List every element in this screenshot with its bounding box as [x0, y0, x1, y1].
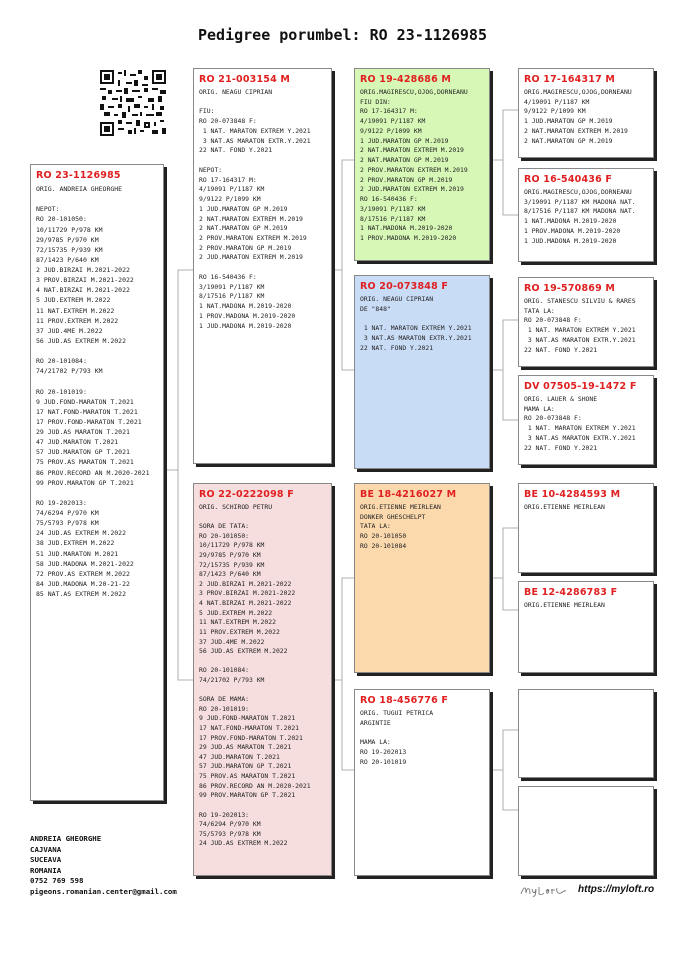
great-grandparent-card-8 — [518, 786, 654, 876]
great-grandparent-card-4 — [518, 375, 654, 465]
website-link[interactable]: https://myloft.ro — [578, 884, 655, 895]
great-grandparent-ring-4: DV 07505-19-1472 F — [524, 381, 637, 392]
great-grandparent-ring-5: BE 10-4284593 M — [524, 489, 621, 500]
signature-icon — [520, 884, 568, 898]
maternal-grandfather-card — [354, 483, 490, 673]
great-grandparent-card-1 — [518, 68, 654, 158]
maternal-grandfather-details: ORIG.ETIENNE MEIRLEAN DONKER GHESCHELPT TATA LA: RO 20-101050 RO 20-101084 — [360, 503, 441, 550]
mother-details: ORIG. SCHIROD PETRU SORA DE TATA: RO 20-101050: 10/11729 P/978 KM 29/9785 P/970 KM 72/15735 P/939 KM 87/1423 P/640 KM 2 JUD.BIRZAI M.2021-2022 3 PROV.BIRZAI M.2021-2022 4 NAT.BIRZAI M.2021-2022 5 JUD.EXTREM M.2022 11 NAT.EXTREM M.2022 11 PROV.EXTREM M.2022 37 JUD.4ME M.2022 56 JUD.AS EXTREM M.2022 RO 20-101084: 74/21702 P/793 KM SORA DE MAMA: RO 20-101019: 9 JUD.FOND-MARATON T.2021 17 NAT.FOND-MARATON T.2021 17 PROV.FOND-MARATON T.2021 29 JUD.AS MARATON T.2021 47 JUD.MARATON T.2021 57 JUD.MARATON GP T.2021 75 PROV.AS MARATON T.2021 86 PROV.RECORD AN M.2020-2021 99 PROV.MARATON GP T.2021 RO 19-202013: 74/6294 P/970 KM 75/5793 P/978 KM 24 JUD.AS EXTREM M.2022 — [199, 503, 311, 848]
father-card — [193, 68, 332, 464]
great-grandparent-ring-6: BE 12-4286783 F — [524, 587, 618, 598]
subject-card — [30, 164, 164, 801]
subject-details: ORIG. ANDREIA GHEORGHE NEPOT: RO 20-101050: 10/11729 P/978 KM 29/9785 P/970 KM 72/15735 P/939 KM 87/1423 P/640 KM 2 JUD.BIRZAI M.2021-2022 3 PROV.BIRZAI M.2021-2022 4 NAT.BIRZAI M.2021-2022 5 JUD.EXTREM M.2022 11 NAT.EXTREM M.2022 11 PROV.EXTREM M.2022 37 JUD.4ME M.2022 56 JUD.AS EXTREM M.2022 RO 20-101084: 74/21702 P/793 KM RO 20-101019: 9 JUD.FOND-MARATON T.2021 17 NAT.FOND-MARATON T.2021 17 PROV.FOND-MARATON T.2021 29 JUD.AS MARATON T.2021 47 JUD.MARATON T.2021 57 JUD.MARATON GP T.2021 75 PROV.AS MARATON T.2021 86 PROV.RECORD AN M.2020-2021 99 PROV.MARATON GP T.2021 RO 19-202013: 74/6294 P/970 KM 75/5793 P/978 KM 24 JUD.AS EXTREM M.2022 38 JUD.EXTREM M.2022 51 JUD.MARATON M.2021 58 JUD.MADONA M.2021-2022 72 PROV.AS EXTREM M.2022 84 JUD.MADONA M.20-21-22 85 NAT.AS EXTREM M.2022 — [36, 185, 150, 598]
father-details: ORIG. NEAGU CIPRIAN FIU: RO 20-073848 F: 1 NAT. MARATON EXTREM Y.2021 3 NAT.AS MARATON EXTR.Y.2021 22 NAT. FOND Y.2021 NEPOT: RO 17-164317 M: 4/19091 P/1187 KM 9/9122 P/1099 KM 1 JUD.MARATON GP M.2019 2 NAT.MARATON EXTREM M.2019 2 NAT.MARATON GP M.2019 2 PROV.MARATON EXTREM M.2019 2 PROV.MARATON GP M.2019 2 JUD.MARATON EXTREM M.2019 RO 16-540436 F: 3/19091 P/1187 KM 8/17516 P/1187 KM 1 NAT.MADONA M.2019-2020 1 PROV.MADONA M.2019-2020 1 JUD.MADONA M.2019-2020 — [199, 88, 311, 330]
paternal-grandfather-ring: RO 19-428686 M — [360, 74, 452, 85]
paternal-grandfather-card — [354, 68, 490, 261]
mother-ring: RO 22-0222098 F — [199, 489, 294, 500]
great-grandparent-details-4: ORIG. LAUER & SHONE MAMA LA: RO 20-073848 F: 1 NAT. MARATON EXTREM Y.2021 3 NAT.AS MARATON EXTR.Y.2021 22 NAT. FOND Y.2021 — [524, 395, 636, 452]
great-grandparent-card-6 — [518, 581, 654, 673]
great-grandparent-details-5: ORIG.ETIENNE MEIRLEAN — [524, 503, 605, 511]
great-grandparent-details-6: ORIG.ETIENNE MEIRLEAN — [524, 601, 605, 609]
page-title: Pedigree porumbel: RO 23-1126985 — [198, 26, 487, 44]
maternal-grandfather-ring: BE 18-4216027 M — [360, 489, 457, 500]
paternal-grandmother-details: ORIG. NEAGU CIPRIAN DE "848" 1 NAT. MARATON EXTREM Y.2021 3 NAT.AS MARATON EXTR.Y.2021 22 NAT. FOND Y.2021 — [360, 295, 472, 352]
great-grandparent-details-2: ORIG.MAGIRESCU,OJOG,DORNEANU 3/19091 P/1187 KM MADONA NAT. 8/17516 P/1187 KM MADONA NAT. 1 NAT.MADONA M.2019-2020 1 PROV.MADONA M.2019-2020 1 JUD.MADONA M.2019-2020 — [524, 188, 636, 245]
great-grandparent-details-3: ORIG. STANESCU SILVIU & RARES TATA LA: RO 20-073848 F: 1 NAT. MARATON EXTREM Y.2021 3 NAT.AS MARATON EXTR.Y.2021 22 NAT. FOND Y.2021 — [524, 297, 636, 354]
owner-contact: ANDREIA GHEORGHE CAJVANA SUCEAVA ROMANIA 0752 769 598 pigeons.romanian.center@gmail.com — [30, 834, 177, 896]
maternal-grandmother-card — [354, 689, 490, 876]
father-ring: RO 21-003154 M — [199, 74, 291, 85]
great-grandparent-ring-1: RO 17-164317 M — [524, 74, 616, 85]
subject-ring: RO 23-1126985 — [36, 170, 121, 181]
maternal-grandmother-ring: RO 18-456776 F — [360, 695, 449, 706]
paternal-grandmother-ring: RO 20-073848 F — [360, 281, 449, 292]
great-grandparent-card-7 — [518, 689, 654, 778]
paternal-grandmother-card — [354, 275, 490, 469]
great-grandparent-card-5 — [518, 483, 654, 573]
paternal-grandfather-details: ORIG.MAGIRESCU,OJOG,DORNEANU FIU DIN: RO 17-164317 M: 4/19091 P/1187 KM 9/9122 P/1099 KM 1 JUD.MARATON GP M.2019 2 NAT.MARATON EXTREM M.2019 2 NAT.MARATON GP M.2019 2 PROV.MARATON EXTREM M.2019 2 PROV.MARATON GP M.2019 2 JUD.MARATON EXTREM M.2019 RO 16-540436 F: 3/19091 P/1187 KM 8/17516 P/1187 KM 1 NAT.MADONA M.2019-2020 1 PROV.MADONA M.2019-2020 — [360, 88, 468, 243]
maternal-grandmother-details: ORIG. TUGUI PETRICA ARGINTIE MAMA LA: RO 19-202013 RO 20-101019 — [360, 709, 434, 766]
great-grandparent-card-3 — [518, 277, 654, 367]
great-grandparent-ring-2: RO 16-540436 F — [524, 174, 613, 185]
mother-card — [193, 483, 332, 876]
great-grandparent-details-1: ORIG.MAGIRESCU,OJOG,DORNEANU 4/19091 P/1187 KM 9/9122 P/1099 KM 1 JUD.MARATON GP M.2019 2 NAT.MARATON EXTREM M.2019 2 NAT.MARATON GP M.2019 — [524, 88, 632, 145]
great-grandparent-card-2 — [518, 168, 654, 262]
great-grandparent-ring-3: RO 19-570869 M — [524, 283, 616, 294]
